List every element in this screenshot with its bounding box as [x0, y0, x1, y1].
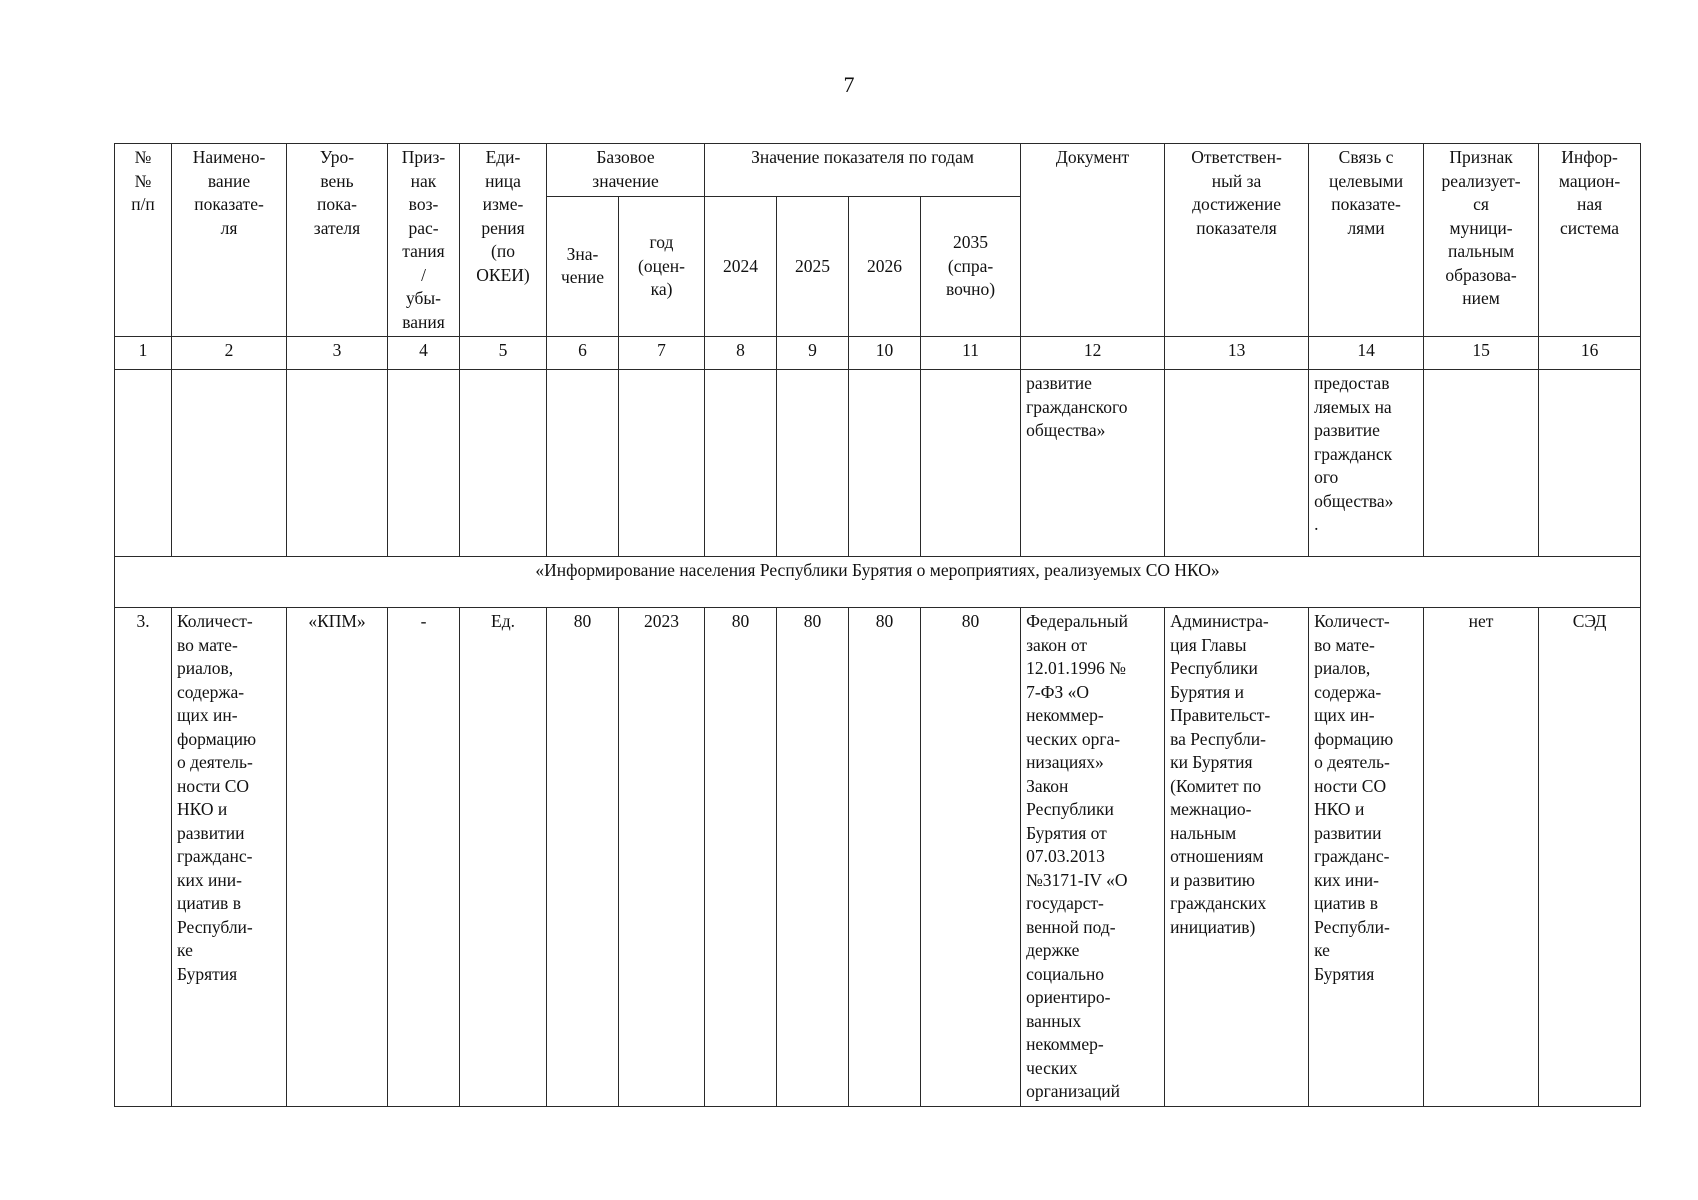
text-line: нак	[410, 170, 437, 191]
info-system: СЭД	[1539, 608, 1641, 1107]
table-cell	[388, 370, 460, 557]
indicators-table	[114, 143, 1641, 1107]
section-title: «Информирование населения Республики Бурятия о мероприятиях, реализуемых СО НКО»	[115, 557, 1641, 608]
text-line: Количест-	[1314, 611, 1390, 631]
text-line: ких ини-	[177, 869, 242, 890]
text-line: 07.03.2013	[1026, 846, 1105, 866]
text-line: во мате-	[177, 634, 238, 655]
header-growth-sign	[388, 144, 460, 337]
text-line: 12.01.1996 №	[1026, 658, 1126, 678]
text-line: реализует-	[1441, 170, 1521, 191]
table-cell	[849, 370, 921, 557]
text-line: ности СО	[177, 775, 250, 796]
text-line: Бурятия от	[1026, 822, 1107, 843]
text-line: ОКЕИ)	[476, 264, 530, 285]
text-line: убы-	[405, 288, 441, 308]
text-line: ция Главы	[1170, 634, 1247, 655]
text-line: Инфор-	[1561, 147, 1618, 167]
text-line: отношениям	[1170, 846, 1264, 866]
row-number: 3.	[115, 608, 172, 1107]
text-line: щих ин-	[1314, 705, 1375, 725]
municipal-sign: нет	[1424, 608, 1539, 1107]
text-line: гражданс-	[177, 846, 253, 866]
column-number: 14	[1309, 337, 1424, 370]
text-line: Правительст-	[1170, 705, 1271, 725]
text-line: воз-	[408, 194, 439, 214]
text-line: показателя	[1196, 217, 1277, 238]
text-line: Ответствен-	[1191, 147, 1282, 167]
text-line: Количест-	[177, 611, 253, 631]
text-line: государст-	[1026, 893, 1104, 913]
text-line: система	[1560, 217, 1620, 238]
continuation-document	[1021, 370, 1165, 557]
table-cell	[705, 370, 777, 557]
value-2026: 80	[849, 608, 921, 1107]
indicator-name	[172, 608, 287, 1107]
text-line: НКО и	[1314, 799, 1365, 819]
column-number: 16	[1539, 337, 1641, 370]
column-number: 2	[172, 337, 287, 370]
header-indicator-name	[172, 144, 287, 337]
column-number: 13	[1165, 337, 1309, 370]
text-line: ница	[485, 170, 521, 191]
text-line: ля	[220, 217, 238, 238]
text-line: риалов,	[1314, 658, 1371, 678]
text-line: инициатив)	[1170, 916, 1256, 937]
header-indicator-level	[287, 144, 388, 337]
text-line: о деятель-	[177, 752, 253, 772]
text-line: показате-	[1331, 194, 1401, 214]
column-number: 9	[777, 337, 849, 370]
text-line: организаций	[1026, 1081, 1121, 1101]
text-line: формацию	[177, 728, 257, 749]
table-cell	[460, 370, 547, 557]
header-municipal-sign	[1424, 144, 1539, 337]
table-cell	[115, 370, 172, 557]
growth-sign: -	[388, 608, 460, 1107]
text-line: ких ини-	[1314, 869, 1379, 890]
text-line: держке	[1026, 940, 1080, 960]
text-line: Закон	[1026, 775, 1069, 796]
column-number: 7	[619, 337, 705, 370]
column-number: 6	[547, 337, 619, 370]
text-line: венной под-	[1026, 916, 1116, 937]
text-line: развитие	[1026, 373, 1092, 393]
text-line: развитии	[1314, 822, 1382, 843]
base-value: 80	[547, 608, 619, 1107]
text-line: щих ин-	[177, 705, 238, 725]
text-line: значение	[592, 170, 659, 191]
text-line: показате-	[194, 194, 264, 214]
continuation-row	[115, 370, 1641, 557]
text-line: .	[1314, 514, 1319, 534]
column-number: 15	[1424, 337, 1539, 370]
text-line: ва Республи-	[1170, 728, 1266, 749]
text-line: мацион-	[1558, 170, 1621, 191]
header-target-link	[1309, 144, 1424, 337]
text-line: нием	[1462, 288, 1500, 308]
text-line: предостав	[1314, 373, 1390, 393]
text-line: ки Бурятия	[1170, 752, 1253, 772]
text-line: 2035	[953, 232, 989, 253]
text-line: социально	[1026, 963, 1105, 984]
text-line: Республики	[1170, 658, 1258, 678]
text-line: вание	[207, 170, 251, 191]
text-line: ческих	[1026, 1057, 1078, 1078]
text-line: год	[649, 232, 674, 253]
responsible	[1165, 608, 1309, 1107]
text-line: №	[134, 147, 152, 167]
text-line: ке	[1314, 940, 1330, 960]
text-line: ого	[1314, 467, 1339, 487]
text-line: Администра-	[1170, 611, 1269, 631]
text-line: муници-	[1449, 217, 1513, 238]
text-line: (по	[491, 241, 515, 261]
text-line: ческих орга-	[1026, 728, 1121, 749]
column-number: 11	[921, 337, 1021, 370]
text-line: ке	[177, 940, 193, 960]
text-line: Признак	[1449, 147, 1513, 167]
text-line: гражданск	[1314, 443, 1393, 464]
text-line: Зна-	[566, 243, 599, 264]
text-line: Еди-	[485, 147, 521, 167]
text-line: гражданских	[1170, 893, 1267, 913]
text-line: изме-	[482, 194, 524, 214]
header-info-system	[1539, 144, 1641, 337]
table-cell	[1424, 370, 1539, 557]
text-line: зателя	[313, 217, 361, 238]
table-row	[115, 608, 1641, 1107]
text-line: №3171-IV «О	[1026, 869, 1128, 890]
text-line: развитии	[177, 822, 245, 843]
value-2035: 80	[921, 608, 1021, 1107]
header-year-2026: 2026	[849, 196, 921, 336]
header-year-2024: 2024	[705, 196, 777, 336]
table-cell	[777, 370, 849, 557]
column-number: 1	[115, 337, 172, 370]
text-line: ориентиро-	[1026, 987, 1111, 1007]
text-line: п/п	[131, 194, 155, 214]
continuation-target-link	[1309, 370, 1424, 557]
text-line: содержа-	[1314, 681, 1382, 702]
text-line: риалов,	[177, 658, 234, 678]
text-line: некоммер-	[1026, 1034, 1104, 1054]
text-line: вочно)	[945, 279, 996, 300]
header-years-group: Значение показателя по годам	[705, 144, 1021, 197]
text-line: и развитию	[1170, 869, 1255, 890]
column-number: 12	[1021, 337, 1165, 370]
text-line: (спра-	[947, 255, 994, 276]
text-line: Бурятия и	[1170, 681, 1245, 702]
text-line: общества»	[1026, 420, 1106, 440]
document	[1021, 608, 1165, 1107]
table-cell	[921, 370, 1021, 557]
column-number: 10	[849, 337, 921, 370]
text-line: Республи-	[177, 916, 253, 937]
column-number: 8	[705, 337, 777, 370]
text-line: рения	[481, 217, 525, 238]
text-line: Бурятия	[1314, 963, 1375, 984]
text-line: целевыми	[1329, 170, 1404, 191]
text-line: Наимено-	[192, 147, 266, 167]
text-line: ная	[1576, 194, 1603, 214]
text-line: 7-ФЗ «О	[1026, 681, 1089, 702]
text-line: пока-	[317, 194, 357, 214]
text-line: лями	[1347, 217, 1385, 238]
text-line: Бурятия	[177, 963, 238, 984]
text-line: ный за	[1211, 170, 1262, 191]
table-header-row	[115, 144, 1641, 197]
indicator-level: «КПМ»	[287, 608, 388, 1107]
text-line: ся	[1473, 194, 1489, 214]
table-cell	[547, 370, 619, 557]
text-line: пальным	[1447, 241, 1515, 261]
header-year-2035	[921, 196, 1021, 336]
text-line: НКО и	[177, 799, 228, 819]
text-line: достижение	[1192, 194, 1282, 214]
header-unit	[460, 144, 547, 337]
target-link	[1309, 608, 1424, 1107]
text-line: (оцен-	[638, 255, 685, 276]
column-numbers-row	[115, 337, 1641, 370]
column-number: 5	[460, 337, 547, 370]
text-line: межнацио-	[1170, 799, 1252, 819]
text-line: циатив в	[1314, 893, 1379, 913]
text-line: низациях»	[1026, 752, 1104, 772]
text-line: во мате-	[1314, 634, 1375, 655]
text-line: вень	[320, 170, 354, 191]
text-line: (Комитет по	[1170, 775, 1262, 796]
text-line: гражданского	[1026, 396, 1128, 417]
header-document: Документ	[1021, 144, 1165, 337]
text-line: №	[134, 170, 152, 191]
text-line: закон от	[1026, 634, 1088, 655]
header-number	[115, 144, 172, 337]
text-line: рас-	[408, 217, 439, 238]
text-line: циатив в	[177, 893, 241, 913]
text-line: о деятель-	[1314, 752, 1390, 772]
text-line: Федеральный	[1026, 611, 1128, 631]
header-base-value-group	[547, 144, 705, 197]
table-cell	[619, 370, 705, 557]
section-row	[115, 557, 1641, 608]
text-line: /	[421, 264, 426, 285]
text-line: Уро-	[319, 147, 355, 167]
text-line: Республики	[1026, 799, 1114, 819]
text-line: Республи-	[1314, 916, 1390, 937]
text-line: ности СО	[1314, 775, 1387, 796]
value-2024: 80	[705, 608, 777, 1107]
text-line: Приз-	[401, 147, 446, 167]
text-line: чение	[560, 267, 605, 288]
base-year: 2023	[619, 608, 705, 1107]
text-line: ляемых на	[1314, 396, 1392, 417]
header-responsible	[1165, 144, 1309, 337]
text-line: образова-	[1445, 264, 1517, 285]
text-line: ванных	[1026, 1010, 1082, 1031]
table-cell	[1539, 370, 1641, 557]
unit: Ед.	[460, 608, 547, 1107]
text-line: вания	[402, 311, 445, 332]
text-line: тания	[402, 241, 445, 261]
text-line: общества»	[1314, 490, 1394, 511]
column-number: 4	[388, 337, 460, 370]
column-number: 3	[287, 337, 388, 370]
table-cell	[287, 370, 388, 557]
text-line: гражданс-	[1314, 846, 1390, 866]
header-base-value	[547, 196, 619, 336]
text-line: формацию	[1314, 728, 1394, 749]
table-cell	[1165, 370, 1309, 557]
text-line: ка)	[650, 279, 673, 300]
text-line: Связь с	[1338, 147, 1394, 167]
table-cell	[172, 370, 287, 557]
text-line: Базовое	[596, 147, 655, 167]
header-year-2025: 2025	[777, 196, 849, 336]
text-line: некоммер-	[1026, 705, 1104, 725]
page-number: 7	[843, 72, 855, 97]
text-line: нальным	[1170, 822, 1237, 843]
header-base-year	[619, 196, 705, 336]
text-line: содержа-	[177, 681, 245, 702]
value-2025: 80	[777, 608, 849, 1107]
text-line: развитие	[1314, 420, 1380, 440]
